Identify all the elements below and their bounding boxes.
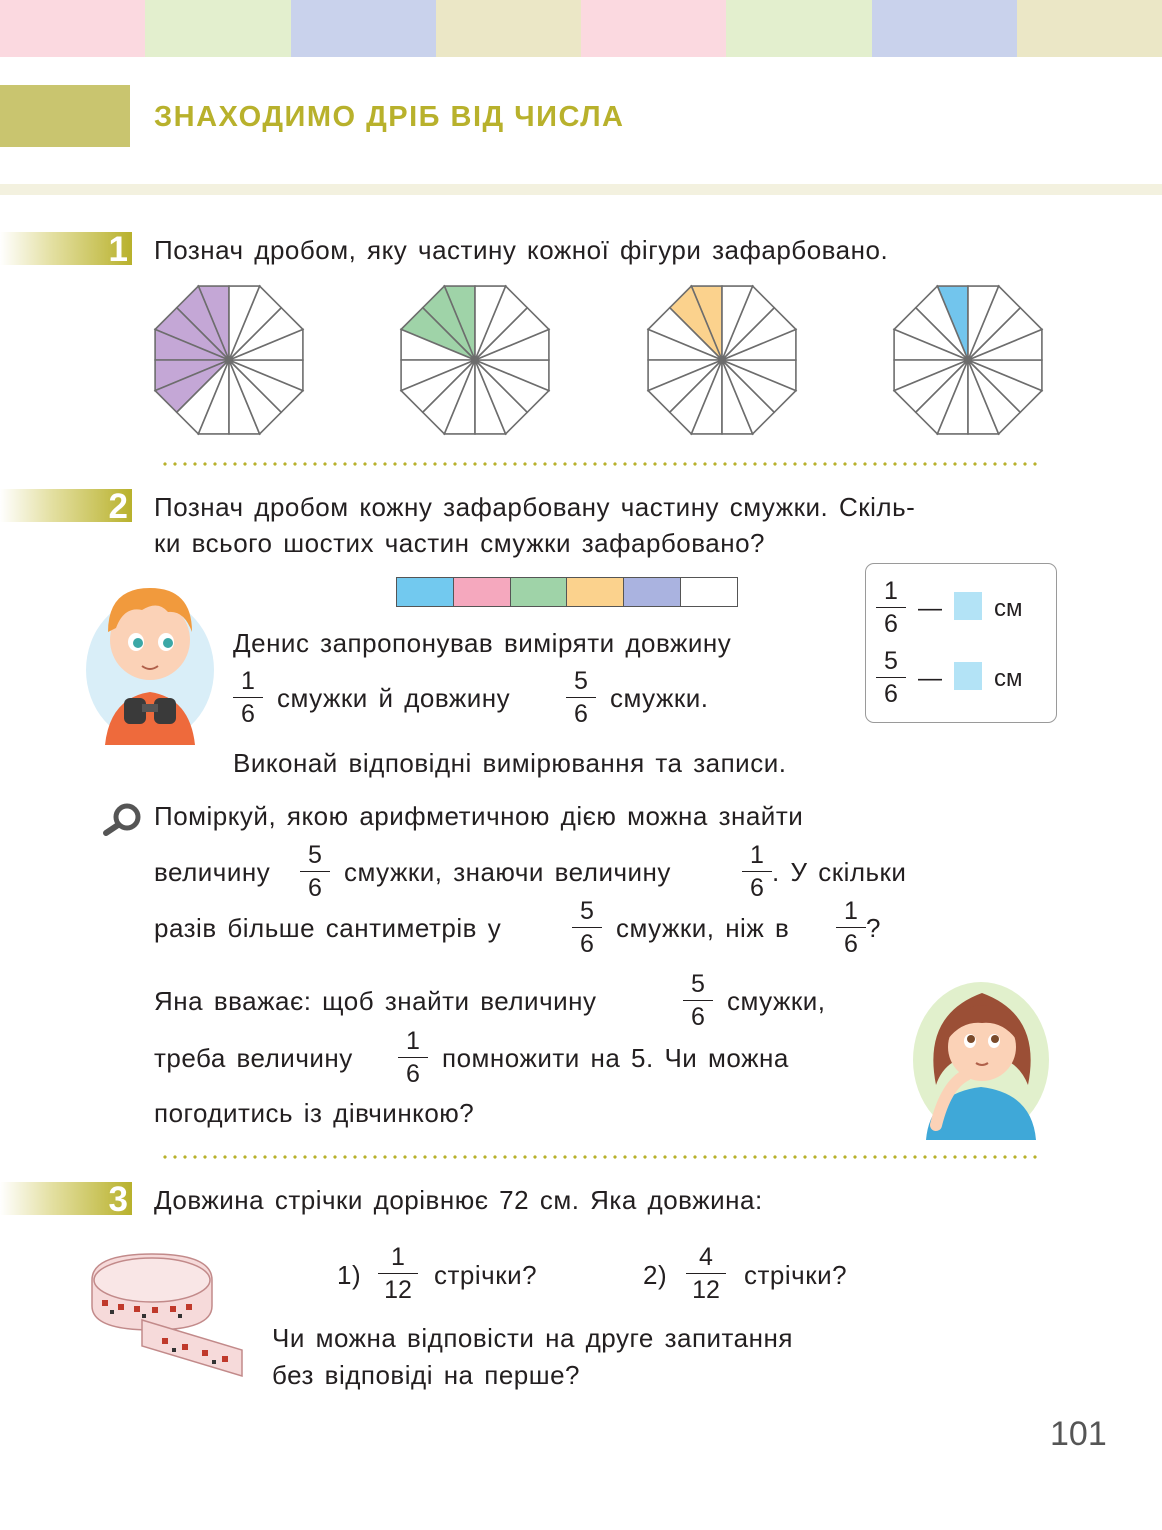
think-line2b: смужки, знаючи величину [344,857,671,887]
task-2-text-line1: Познач дробом кожну зафарбовану частину смужки. Скіль- [154,492,916,522]
task-number: 3 [108,1180,128,1219]
task-number: 1 [108,230,128,269]
magnifier-icon [102,803,142,835]
colored-strip [396,577,738,607]
followup-line1: Чи можна відповісти на друге запитання [272,1323,793,1353]
denys-text-mid2: смужки. [610,683,709,713]
fraction-one-sixth: 1 6 [233,668,263,727]
fraction-four-twelfths: 4 12 [686,1244,726,1303]
denys-text-mid1: смужки й довжину [277,683,511,713]
denys-text-line1: Денис запропонував виміряти довжину [233,628,732,658]
answer-box [865,563,1057,723]
fraction-one-sixth: 1 6 [742,842,772,901]
page-title: ЗНАХОДИМО ДРІБ ВІД ЧИСЛА [154,101,625,133]
fraction-one-sixth: 1 6 [836,898,866,957]
strip-segment [397,578,454,606]
unit-label: см [994,595,1023,622]
think-line3c: ? [866,913,881,943]
octagon-figures [0,0,1162,460]
fraction-one-twelfth: 1 12 [378,1244,418,1303]
fraction-five-sixths: 5 6 [572,898,602,957]
unit-label: см [994,665,1023,692]
yana-line1b: смужки, [727,986,826,1016]
yana-line2a: треба величину [154,1043,353,1073]
octagon-figure [894,286,1042,434]
page-number: 101 [1050,1415,1107,1453]
yana-line2b: помножити на 5. Чи можна [442,1043,789,1073]
strip-segment [624,578,681,606]
think-line1: Поміркуй, якою арифметичною дією можна знайти [154,801,804,831]
question-2-label: 2) [643,1260,668,1290]
task-1-text: Познач дробом, яку частину кожної фігури зафарбовано. [154,235,889,265]
think-line2c: . У скільки [772,857,907,887]
think-line2a: величину [154,857,271,887]
task-3-text: Довжина стрічки дорівнює 72 см. Яка довжина: [154,1185,763,1215]
question-1-text: стрічки? [434,1260,538,1290]
task-2-text-line2: ки всього шостих частин смужки зафарбовано? [154,528,766,558]
embroidered-ribbon-illustration [82,1250,250,1380]
yana-line1a: Яна вважає: щоб знайти величину [154,986,597,1016]
answer-square[interactable] [954,592,982,620]
task-3-badge [0,1180,132,1219]
think-line3a: разів більше сантиметрів у [154,913,502,943]
fraction-one-sixth: 1 6 [876,578,906,637]
strip-segment [511,578,568,606]
octagon-figure [155,286,303,434]
strip-segment [567,578,624,606]
dotted-divider [160,1155,1040,1159]
think-line3b: смужки, ніж в [616,913,790,943]
followup-line2: без відповіді на перше? [272,1360,581,1390]
octagon-figure [401,286,549,434]
fraction-five-sixths: 5 6 [300,842,330,901]
boy-with-binoculars-illustration [80,570,220,745]
question-1-label: 1) [337,1260,362,1290]
fraction-five-sixths: 5 6 [876,648,906,707]
fraction-five-sixths: 5 6 [683,971,713,1030]
fraction-one-sixth: 1 6 [398,1028,428,1087]
task-number: 2 [108,487,128,526]
answer-square[interactable] [954,662,982,690]
octagon-figure [648,286,796,434]
task-2-badge [0,487,132,526]
question-2-text: стрічки? [744,1260,848,1290]
dotted-divider [160,462,1040,466]
yana-line3: погодитись із дівчинкою? [154,1098,475,1128]
instruction-text: Виконай відповідні вимірювання та записи. [233,748,787,778]
dash: — [918,595,942,622]
girl-thinking-illustration [906,975,1056,1140]
strip-segment [454,578,511,606]
dash: — [918,665,942,692]
fraction-five-sixths: 5 6 [566,668,596,727]
strip-segment [681,578,737,606]
